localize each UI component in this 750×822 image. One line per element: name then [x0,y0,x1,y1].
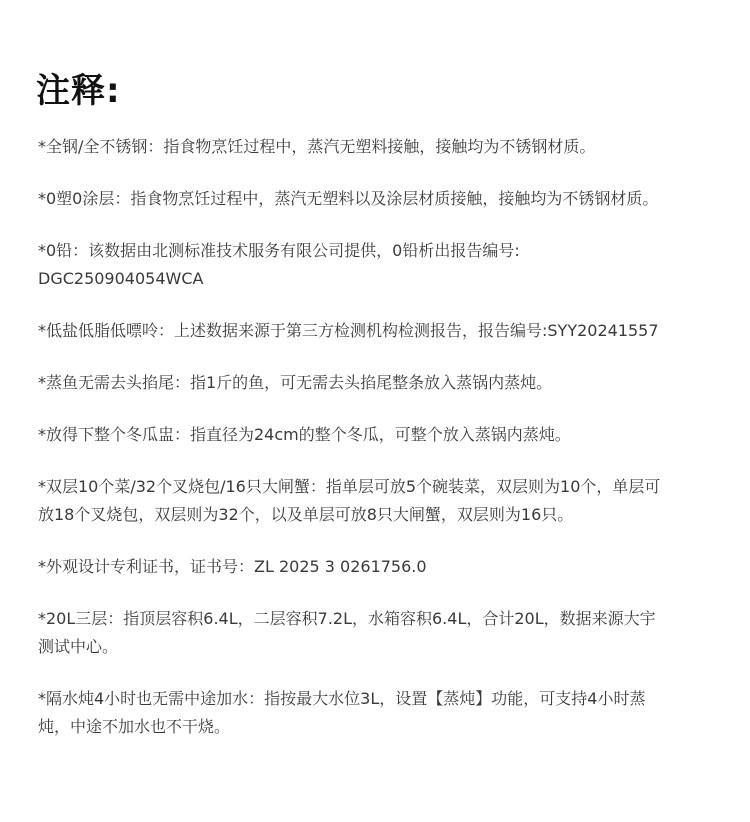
note-line: *蒸鱼无需去头掐尾：指1斤的鱼，可无需去头掐尾整条放入蒸锅内蒸炖。 [38,373,553,392]
note-item [38,369,733,397]
note-item [38,473,733,529]
note-line: *放得下整个冬瓜盅：指直径为24cm的整个冬瓜，可整个放入蒸锅内蒸炖。 [38,425,571,444]
note-line: *隔水炖4小时也无需中途加水：指按最大水位3L，设置【蒸炖】功能，可支持4小时蒸 [38,689,646,708]
page-title: 注释: [36,71,121,111]
note-line: *20L三层：指顶层容积6.4L，二层容积7.2L，水箱容积6.4L，合计20L，数据来源大宇 [38,609,656,628]
note-item [38,237,733,293]
note-line: 炖，中途不加水也不干烧。 [38,717,231,736]
note-line: *低盐低脂低嘌呤：上述数据来源于第三方检测机构检测报告，报告编号:SYY20241557 [38,321,659,340]
note-item [38,605,733,661]
note-item [38,553,733,581]
notes-list [38,133,733,765]
note-line: 测试中心。 [38,637,119,656]
note-item [38,317,733,345]
note-item [38,685,733,741]
note-line: *0塑0涂层：指食物烹饪过程中，蒸汽无塑料以及涂层材质接触，接触均为不锈钢材质。 [38,189,659,208]
note-line: DGC250904054WCA [38,269,204,288]
note-item [38,133,733,161]
note-line: *0铅：该数据由北测标准技术服务有限公司提供，0铅析出报告编号: [38,241,520,260]
note-line: 放18个叉烧包，双层则为32个，以及单层可放8只大闸蟹，双层则为16只。 [38,505,574,524]
note-line: *全钢/全不锈钢：指食物烹饪过程中，蒸汽无塑料接触，接触均为不锈钢材质。 [38,137,596,156]
note-item [38,421,733,449]
note-line: *双层10个菜/32个叉烧包/16只大闸蟹：指单层可放5个碗装菜，双层则为10个，单层可 [38,477,661,496]
note-item [38,185,733,213]
note-line: *外观设计专利证书，证书号：ZL 2025 3 0261756.0 [38,557,427,576]
